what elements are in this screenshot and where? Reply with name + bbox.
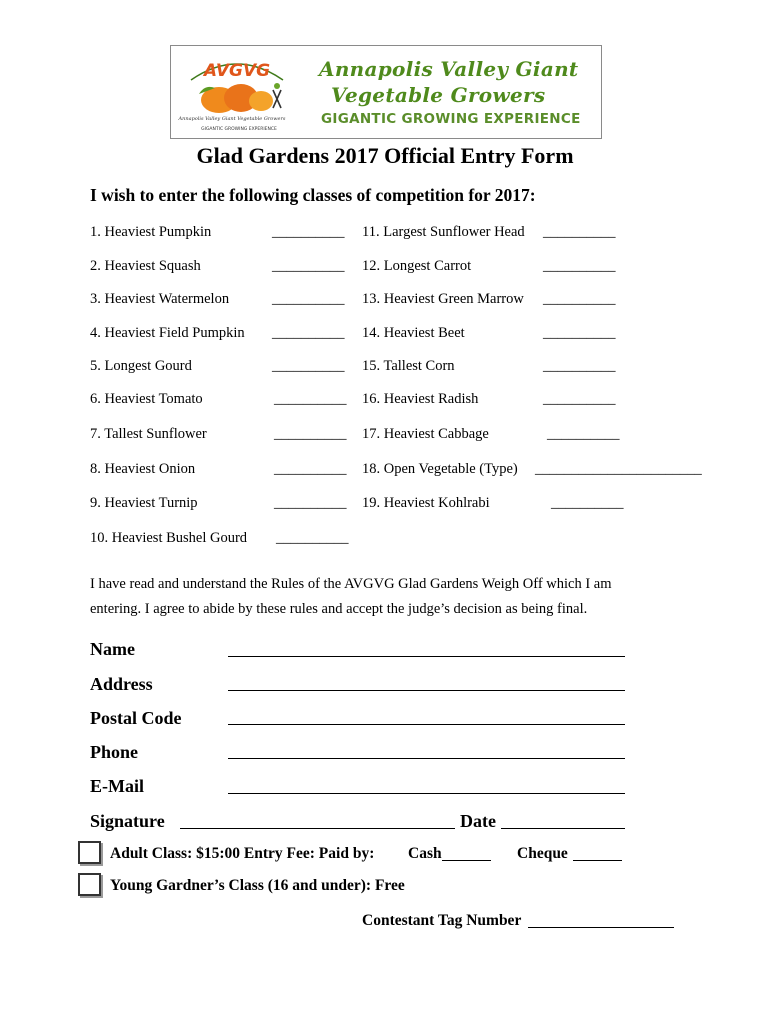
class-11-blank[interactable]: __________ xyxy=(543,224,616,240)
class-4-label: 4. Heaviest Field Pumpkin xyxy=(90,325,245,341)
class-5-label: 5. Longest Gourd xyxy=(90,358,192,374)
class-16-label: 16. Heaviest Radish xyxy=(362,391,479,407)
svg-text:GIGANTIC GROWING EXPERIENCE: GIGANTIC GROWING EXPERIENCE xyxy=(201,127,277,132)
class-9-label: 9. Heaviest Turnip xyxy=(90,495,198,511)
class-1-label: 1. Heaviest Pumpkin xyxy=(90,224,212,240)
class-2-label: 2. Heaviest Squash xyxy=(90,258,201,274)
class-7-blank[interactable]: __________ xyxy=(274,426,347,442)
class-15-label: 15. Tallest Corn xyxy=(362,358,455,374)
class-12-blank[interactable]: __________ xyxy=(543,258,616,274)
signature-label: Signature xyxy=(90,811,165,831)
class-2-blank[interactable]: __________ xyxy=(272,258,345,274)
adult-class-checkbox[interactable] xyxy=(78,841,101,864)
contestant-tag-label: Contestant Tag Number xyxy=(362,912,522,929)
cash-field[interactable] xyxy=(442,860,491,861)
class-12-label: 12. Longest Carrot xyxy=(362,258,472,274)
class-1-blank[interactable]: __________ xyxy=(272,224,345,240)
email-label: E-Mail xyxy=(90,776,144,796)
intro-text: I wish to enter the following classes of competition for 2017: xyxy=(90,185,536,205)
class-15-blank[interactable]: __________ xyxy=(543,358,616,374)
class-18-blank[interactable]: _______________________ xyxy=(535,461,702,477)
class-19-label: 19. Heaviest Kohlrabi xyxy=(362,495,490,511)
contestant-tag-field[interactable] xyxy=(528,927,674,928)
postal-code-field[interactable] xyxy=(228,724,625,725)
class-13-blank[interactable]: __________ xyxy=(543,291,616,307)
logo-title-line1: Annapolis Valley Giant xyxy=(319,57,579,81)
class-17-blank[interactable]: __________ xyxy=(547,426,620,442)
class-4-blank[interactable]: __________ xyxy=(272,325,345,341)
date-label: Date xyxy=(460,811,496,831)
agreement-line-1: I have read and understand the Rules of the AVGVG Glad Gardens Weigh Off which I am xyxy=(90,576,612,592)
cheque-label: Cheque xyxy=(517,845,568,862)
form-title: Glad Gardens 2017 Official Entry Form xyxy=(196,143,574,168)
avgvg-logo xyxy=(170,45,602,139)
signature-field[interactable] xyxy=(180,828,455,829)
young-class-label: Young Gardner’s Class (16 and under): Free xyxy=(110,877,405,894)
phone-field[interactable] xyxy=(228,758,625,759)
class-8-label: 8. Heaviest Onion xyxy=(90,461,196,477)
class-14-blank[interactable]: __________ xyxy=(543,325,616,341)
class-6-label: 6. Heaviest Tomato xyxy=(90,391,203,407)
class-16-blank[interactable]: __________ xyxy=(543,391,616,407)
date-field[interactable] xyxy=(501,828,625,829)
class-8-blank[interactable]: __________ xyxy=(274,461,347,477)
class-18-label: 18. Open Vegetable (Type) xyxy=(362,461,518,477)
cash-label: Cash xyxy=(408,845,442,862)
class-10-label: 10. Heaviest Bushel Gourd xyxy=(90,530,248,546)
logo-tagline: GIGANTIC GROWING EXPERIENCE xyxy=(321,111,581,127)
logo-title-line2: Vegetable Growers xyxy=(331,83,546,107)
agreement-line-2: entering. I agree to abide by these rules and accept the judge’s decision as being final. xyxy=(90,601,588,617)
svg-text:AVGVG: AVGVG xyxy=(203,61,271,81)
class-19-blank[interactable]: __________ xyxy=(551,495,624,511)
class-6-blank[interactable]: __________ xyxy=(274,391,347,407)
avgvg-emblem-icon xyxy=(177,50,297,134)
class-14-label: 14. Heaviest Beet xyxy=(362,325,465,341)
class-3-blank[interactable]: __________ xyxy=(272,291,345,307)
class-17-label: 17. Heaviest Cabbage xyxy=(362,426,489,442)
class-13-label: 13. Heaviest Green Marrow xyxy=(362,291,524,307)
adult-class-label: Adult Class: $15:00 Entry Fee: Paid by: xyxy=(110,845,375,862)
class-7-label: 7. Tallest Sunflower xyxy=(90,426,207,442)
phone-label: Phone xyxy=(90,742,139,762)
cheque-field[interactable] xyxy=(573,860,622,861)
email-field[interactable] xyxy=(228,793,625,794)
young-class-checkbox[interactable] xyxy=(78,873,101,896)
class-9-blank[interactable]: __________ xyxy=(274,495,347,511)
name-field[interactable] xyxy=(228,656,625,657)
postal-code-label: Postal Code xyxy=(90,708,182,728)
class-3-label: 3. Heaviest Watermelon xyxy=(90,291,230,307)
address-field[interactable] xyxy=(228,690,625,691)
class-11-label: 11. Largest Sunflower Head xyxy=(362,224,525,240)
address-label: Address xyxy=(90,674,153,694)
class-5-blank[interactable]: __________ xyxy=(272,358,345,374)
svg-text:Annapolis Valley Giant Vegetab: Annapolis Valley Giant Vegetable Growers xyxy=(178,116,286,122)
class-10-blank[interactable]: __________ xyxy=(276,530,349,546)
name-label: Name xyxy=(90,639,135,659)
